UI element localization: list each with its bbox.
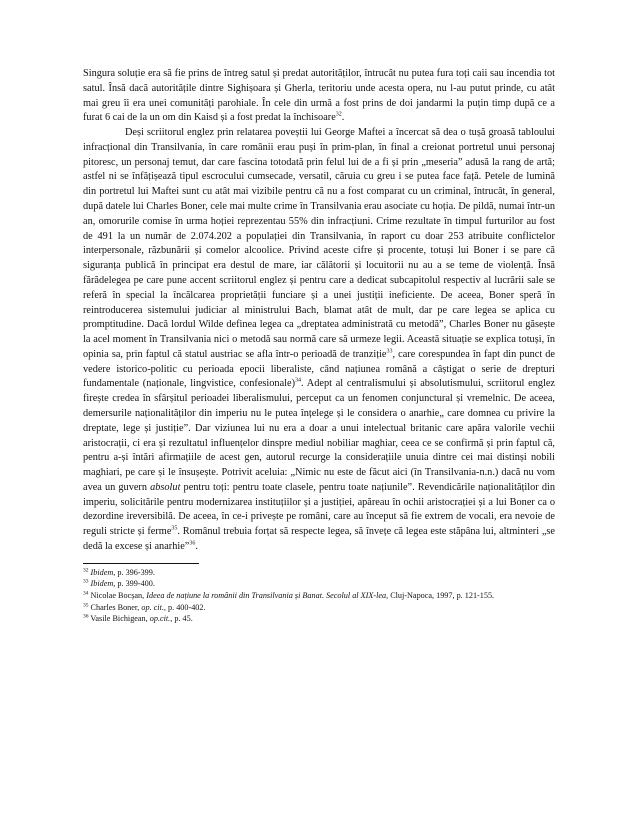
footnote-ref-34[interactable]: 34 — [295, 377, 302, 384]
paragraph-1-text: Singura soluție era să fie prins de întreg satul și predat autorităților, întrucât nu putea fura toți caii sau incendia tot satul. Însă dacă autoritățile dintre Sighișoara și Gherla, teritoriu unde acesta opera, nu l-au putut prinde, cu atât mai greu îi era unei comunități parohiale. În cele din urmă a fost prins de doi jandarmi la puțin timp după ce a furat 6 cai de la un om din Kaisd și a fost predat la închisoare — [83, 68, 555, 124]
footnote-ref-36[interactable]: 36 — [189, 540, 196, 547]
footnote-33: $^{33}$ Ibidem, p. 399-400. — [83, 578, 155, 589]
paragraph-2-text-a: Deși scriitorul englez prin relatarea poveștii lui George Maftei a încercat să dea o tușă groasă tabloului infracțional din Transilvania, în care românii erau puși în prim-plan, în final a creionat portretul unui personaj pitoresc, un personaj temut, dar care fascina totodată prin felul lui de a fi și prin „meseria” adusă la rang de artă; astfel ni se înfățișează tipul escrocului cumsecade, versatil, căruia cu greu i se putea face față. Petele de lumină din portretul lui Maftei sunt cu atât mai vizibile pentru că nu a fost comparat cu un criminal, întrucât, în general, după datele lui Charles Boner, cele mai multe crime în Transilvania erau asociate cu hoția. De pildă, numai într-un an, omorurile comise în urma hoției reprezentau 55% din infracțiuni. Crime rezultate în timpul furturilor au fost de 491 la un număr de 2.074.202 a populației din Transilvania, în raport cu doar 253 atribuite conflictelor interpersonale, răzbunării și comelor alcoolice. Privind aceste cifre și procente, totuși lui Boner i se pare că siguranța publică în principat era destul de mare, iar călătorii și locuitorii nu au a se teme de violență. Însă fărădelegea pe care pune accent scriitorul englez și pentru care a dedicat subcapitolul respectiv al lucrării sale se referă în special la încălcarea proprietății funciare și a unei justiții ineficiente. De aceea, Boner speră în reintroducerea sistemului judiciar al ministrului Bach, blamat atât de mult, dar pe care legea se aplica cu promptitudine. Dacă lordul Wilde definea legea ca „dreptatea administrată cu metodă”, Charles Boner nu găsește la acel moment în Transilvania nici o metodă sau normă care să urmeze legii. Această situație se explica totuși, în opinia sa, prin faptul că statul austriac se afla într-o perioadă de tranziție — [83, 127, 555, 360]
footnote-ref-35[interactable]: 35 — [171, 525, 178, 532]
footnote-ref-32[interactable]: 32 — [335, 111, 342, 118]
footnote-32: $^{32}$ Ibidem, p. 396-399. — [83, 567, 155, 577]
footnote-34: $^{34}$ Nicolae Bocșan, Ideea de națiune la românii din Transilvania și Banat. Secolul al XIX-lea, Cluj-Napoca, 1997, p. 121-155. — [83, 590, 495, 600]
footnote-35: $^{35}$ Charles Boner, op. cit., p. 400-402. — [83, 601, 206, 612]
paragraph-2-text-b: , care corespundea în fapt din punct de vedere istorico-politic cu perioada epocii liberaliste, când națiunea română a câștigat o serie de drepturi fundamentale (naționale, lingvistice, confesionale) — [83, 348, 555, 390]
footnote-separator — [83, 563, 199, 564]
paragraph-2-text-d: pentru toți: pentru toate clasele, pentru toate națiunile”. Revendicările naționalităților din imperiu, solicitările pentru modernizarea instituțiilor și a justiției, apăreau în ochii aristocrației și a lui Boner ca o dezordine ireversibilă. De aceea, în ce-i privește pe români, care au început să fie extrem de vocali, era nevoie de reguli stricte și ferme — [83, 481, 555, 538]
paragraph-2-text-c: . Adept al centralismului și absolutismului, scriitorul englez firește credea în sfârșitul perioadei liberalismului, perceput ca un fenomen conjunctural și vremelnic. De aceea, demersurile naționalităților din imperiu nu le putea înțelege și le considera o anarhie„ care domnea cu privire la dreptate, lege și justiție”. Dar viziunea lui nu era a doar a unui intelectual britanic care apăra valorile vechii aristocrații, ci era și rezultatul influențelor dinspre mediul nobiliar maghiar, ceea ce se confirmă și prin faptul că, pentru a-și întări afirmațiile de acest gen, autorul recurge la considerațiile unuia dintre cei mai distinși nobili maghiari, pe care și le însușește. Potrivit aceluia: „Nimic nu este de făcut aici (în Transilvania-n.n.) dacă nu vom avea un guvern — [83, 378, 556, 493]
emphasis-absolut: absolut — [150, 481, 181, 493]
footnote-ref-33[interactable]: 33 — [386, 348, 393, 355]
footnotes — [83, 567, 555, 625]
body-text — [83, 67, 555, 555]
document-page — [83, 67, 555, 625]
paragraph-1: Singura soluție era să fie prins de întreg satul și predat autorităților, întrucât nu putea fura toți caii sau incendia tot satul. Însă dacă autoritățile dintre Sighișoara și Gherla, teritoriu unde acesta opera, nu l-au putut prinde, cu atât mai greu îi era unei comunități parohiale. În cele din urmă a fost prins de doi jandarmi la puțin timp după ce a furat 6 cai de la un om din Kaisd și a fost predat la închisoare$^{32}$. — [83, 68, 555, 124]
footnote-36: $^{36}$ Vasile Bichigean, op.cit., p. 45. — [83, 613, 193, 624]
paragraph-2: Deși scriitorul englez prin relatarea poveștii lui George Maftei a încercat să dea o tușă groasă tabloului infracțional din Transilvania, în care românii erau puși în prim-plan, în final a creionat portretul unui personaj pitoresc, un personaj temut, dar care fascina totodată prin felul lui de a fi și prin „meseria” adusă la rang de artă; astfel ni se înfățișează tipul escrocului cumsecade, versatil, căruia cu greu i se putea face față. Petele de lumină din portretul lui Maftei sunt cu atât mai vizibile pentru că nu a fost comparat cu un criminal, întrucât, în general, după datele lui Charles Boner, cele mai multe crime în Transilvania erau asociate cu hoția. De pildă, numai într-un an, omorurile comise în urma hoției reprezentau 55% din infracțiuni. Crime rezultate în timpul furturilor au fost de 491 la un număr de 2.074.202 a populației din Transilvania, în raport cu doar 253 atribuite conflictelor interpersonale, răzbunării și comelor alcoolice. Privind aceste cifre și procente, totuși lui Boner i se pare că siguranța publică în principat era destul de mare, iar călătorii și locuitorii nu au a se teme de violență. Însă fărădelegea pe care pune accent scriitorul englez și pentru care a dedicat subcapitolul respectiv al lucrării sale se referă în special la încălcarea proprietății funciare și a unei justiții ineficiente. De aceea, Boner speră în reintroducerea sistemului judiciar al ministrului Bach, blamat atât de mult, dar pe care legea se aplica cu promptitudine. Dacă lordul Wilde definea legea ca „dreptatea administrată cu metodă”, Charles Boner nu găsește la acel moment în Transilvania nici o metodă sau normă care să urmeze legii. Această situație se explica totuși, în opinia sa, prin faptul că statul austriac se afla într-o perioadă de tranziție$^{33}$, care corespundea în fapt din punct de vedere istorico-politic cu perioada epocii liberaliste, când națiunea română a câștigat o serie de drepturi fundamentale (naționale, lingvistice, confesionale)$^{34}$. Adept al centralismului și absolutismului, scriitorul englez firește credea în sfârșitul perioadei liberalismului, perceput ca un fenomen conjunctural și vremelnic. De aceea, demersurile naționalităților din imperiu nu le putea înțelege și le considera o anarhie„ care domnea cu privire la dreptate, lege și justiție”. Dar viziunea lui nu era a doar a unui intelectual britanic care apăra valorile vechii aristocrații, ci era și rezultatul influențelor dinspre mediul nobiliar maghiar, ceea ce se confirmă și prin faptul că, pentru a-și întări afirmațiile de acest gen, autorul recurge la considerațiile unuia dintre cei mai distinși nobili maghiari, pe care și le însușește. Potrivit aceluia: „Nimic nu este de făcut aici (în Transilvania-n.n.) dacă nu vom avea un guvern absolut pentru toți: pentru toate clasele, pentru toate națiunile”. Revendicările naționalităților din imperiu, solicitările pentru modernizarea instituțiilor și a justiției, apăreau în ochii aristocrației și a lui Boner ca o dezordine ireversibilă. De aceea, în ce-i privește pe români, care au început să fie extrem de vocali, era nevoie de reguli stricte și ferme$^{35}$. Românul trebuia forțat să respecte legea, să învețe că legea este stăpâna lui, altminteri „se dedă la excese și anarhie”$^{36}$. — [83, 127, 556, 552]
paragraph-2-text-e: . Românul trebuia forțat să respecte legea, să învețe că legea este stăpâna lui, altminteri „se dedă la excese și anarhie” — [83, 526, 555, 552]
